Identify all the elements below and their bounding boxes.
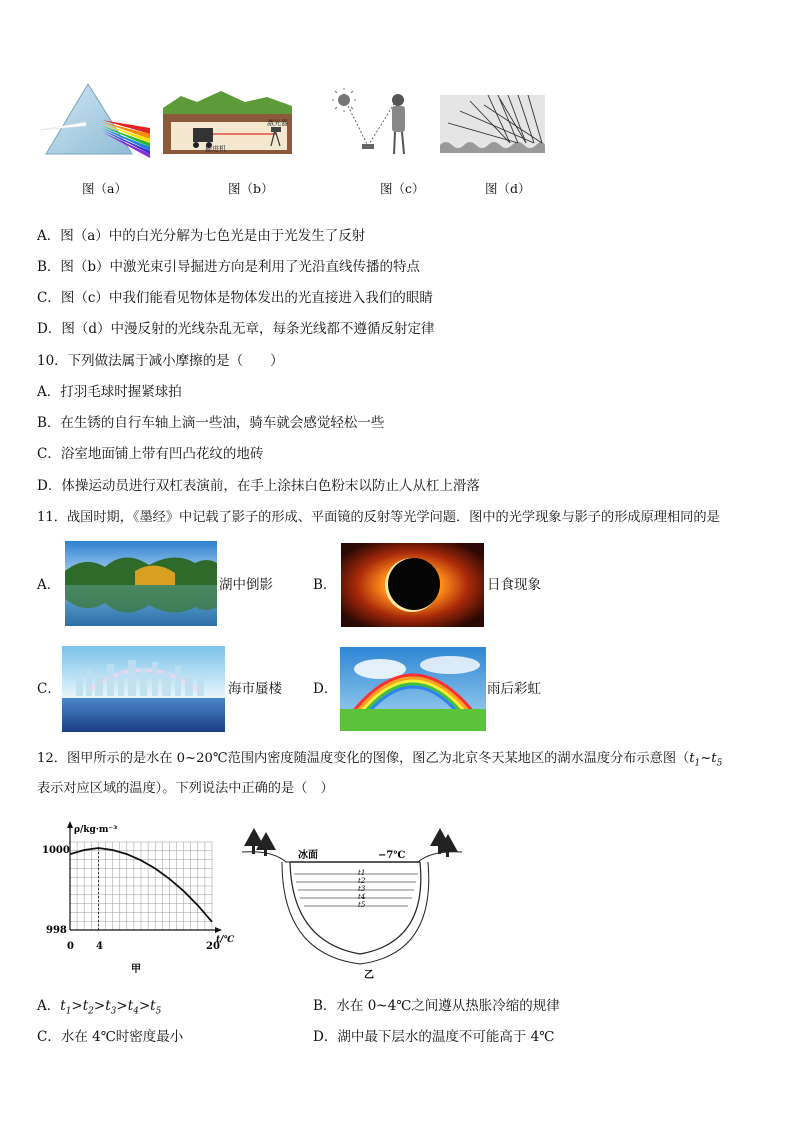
caption-fig-a: 图（a） bbox=[82, 181, 127, 196]
q11-option-b-letter: B． bbox=[313, 577, 337, 593]
q11-option-d-caption: 雨后彩虹 bbox=[487, 681, 541, 697]
layer-t4: t4 bbox=[358, 893, 366, 901]
lake-caption: 乙 bbox=[364, 970, 374, 981]
sun-girl-figure bbox=[332, 88, 416, 160]
q10-stem: 10．下列做法属于减小摩擦的是（ ） bbox=[37, 353, 284, 369]
layer-t1: t1 bbox=[358, 869, 366, 877]
graph-caption: 甲 bbox=[131, 964, 141, 975]
graph-xlabel: t/℃ bbox=[216, 935, 235, 945]
machine-label: 掘进机 bbox=[205, 145, 226, 153]
x-tick-4: 4 bbox=[96, 941, 103, 952]
q10-option-b: B．在生锈的自行车轴上滴一些油，骑车就会感觉轻松一些 bbox=[37, 415, 385, 431]
y-tick-1000: 1000 bbox=[42, 845, 70, 856]
y-tick-998: 998 bbox=[46, 925, 67, 936]
graph-grid bbox=[70, 842, 212, 930]
layer-t5: t5 bbox=[358, 901, 366, 909]
q10-option-d: D．体操运动员进行双杠表演前，在手上涂抹白色粉末以防止人从杠上滑落 bbox=[37, 478, 480, 494]
caption-fig-b: 图（b） bbox=[228, 181, 274, 196]
q9-option-b: B．图（b）中激光束引导掘进方向是利用了光沿直线传播的特点 bbox=[37, 259, 421, 275]
prism-figure bbox=[40, 82, 150, 158]
x-tick-20: 20 bbox=[206, 941, 220, 952]
solar-eclipse-photo bbox=[341, 543, 484, 627]
q12-option-c: C．水在 4℃时密度最小 bbox=[37, 1029, 184, 1045]
q10-option-c: C．浴室地面铺上带有凹凸花纹的地砖 bbox=[37, 446, 264, 462]
tunnel-laser-figure bbox=[163, 88, 292, 154]
q12-option-a-prefix: A． bbox=[37, 998, 61, 1014]
rainbow-photo bbox=[340, 647, 486, 731]
q11-option-c-letter: C． bbox=[37, 681, 61, 697]
x-tick-0: 0 bbox=[67, 941, 74, 952]
laser-label: 激光器 bbox=[267, 119, 288, 127]
air-temp-label: −7℃ bbox=[378, 850, 406, 861]
q12-stem-text: 12．图甲所示的是水在 0~20℃范围内密度随温度变化的图像，图乙为北京冬天某地区的湖水温度分布示意图（ bbox=[37, 751, 690, 766]
q12-option-a-expression: $t_1>t_2>t_3>t_4>t_5$ bbox=[60, 998, 162, 1017]
q11-option-a-letter: A． bbox=[37, 577, 61, 593]
mirage-photo bbox=[62, 646, 225, 732]
q9-option-a: A．图（a）中的白光分解为七色光是由于光发生了反射 bbox=[37, 228, 366, 244]
lake-diagram bbox=[242, 822, 462, 982]
caption-fig-d: 图（d） bbox=[485, 181, 531, 196]
q11-option-c-caption: 海市蜃楼 bbox=[228, 681, 282, 697]
q12-stem-t1: $t_1\sim t_5$ bbox=[689, 751, 723, 769]
q11-option-d-letter: D． bbox=[313, 681, 338, 697]
q9-option-d: D．图（d）中漫反射的光线杂乱无章，每条光线都不遵循反射定律 bbox=[37, 321, 435, 337]
q12-stem-line2: 表示对应区域的温度）。下列说法中正确的是（ ） bbox=[37, 781, 334, 796]
graph-ylabel: ρ/kg·m⁻³ bbox=[74, 825, 118, 835]
q12-option-d: D．湖中最下层水的温度不可能高于 4℃ bbox=[313, 1029, 555, 1045]
ice-surface-label: 冰面 bbox=[298, 850, 318, 861]
q11-stem: 11．战国时期，《墨经》中记载了影子的形成、平面镜的反射等光学问题．图中的光学现象与影子的形成原理相同的是 bbox=[37, 510, 720, 525]
lake-reflection-photo bbox=[65, 541, 217, 626]
caption-fig-c: 图（c） bbox=[380, 181, 425, 196]
q11-option-a-caption: 湖中倒影 bbox=[219, 577, 273, 593]
x-axis-arrow bbox=[215, 927, 222, 933]
q9-option-c: C．图（c）中我们能看见物体是物体发出的光直接进入我们的眼睛 bbox=[37, 290, 433, 306]
density-graph bbox=[40, 820, 245, 980]
q12-option-b: B．水在 0~4℃之间遵从热胀冷缩的规律 bbox=[313, 998, 560, 1014]
q11-option-b-caption: 日食现象 bbox=[487, 577, 541, 593]
layer-t3: t3 bbox=[358, 885, 366, 893]
q12-option-a bbox=[37, 1000, 161, 1017]
q12-stem-line1 bbox=[37, 752, 722, 769]
diffuse-reflection-figure bbox=[440, 95, 545, 153]
y-axis-arrow bbox=[67, 821, 73, 828]
layer-t2: t2 bbox=[358, 877, 366, 885]
q10-option-a: A．打羽毛球时握紧球拍 bbox=[37, 384, 182, 400]
